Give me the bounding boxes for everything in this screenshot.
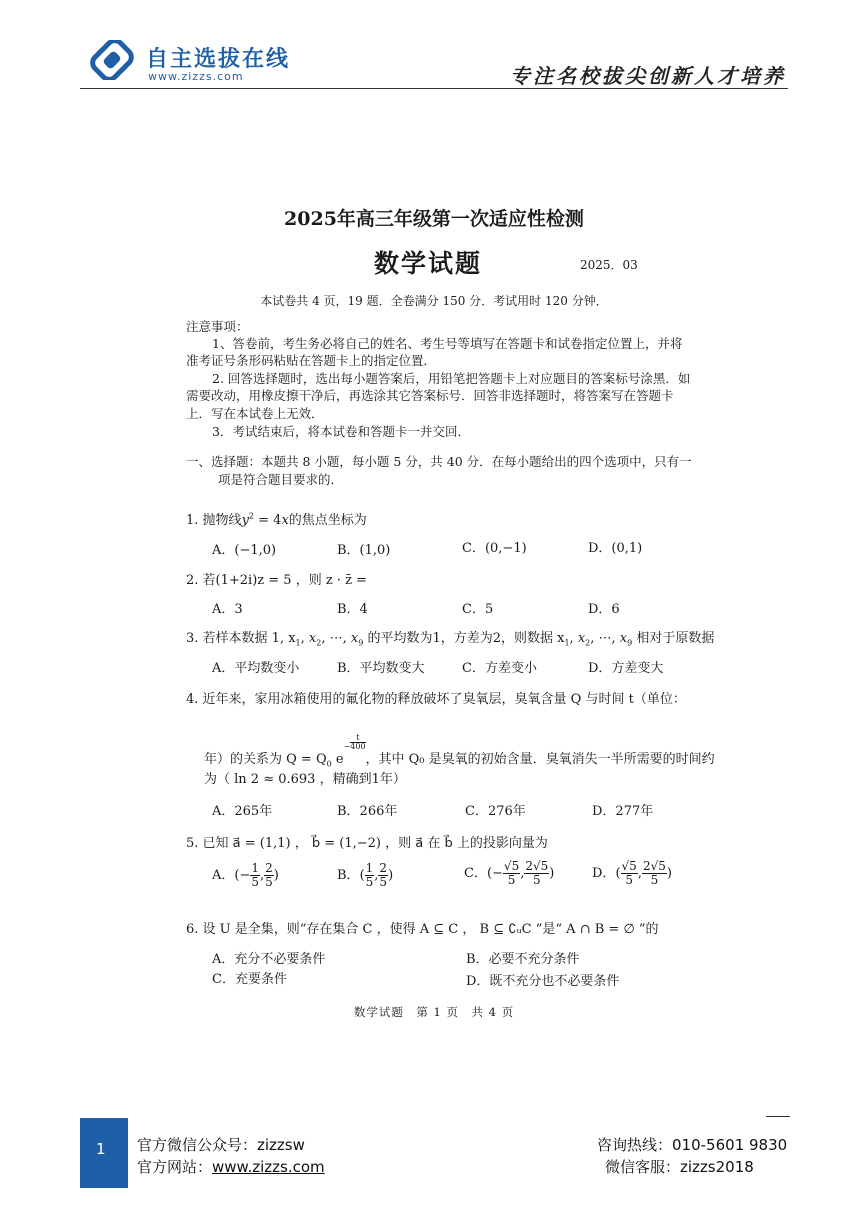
- q4-option-b: B．266年: [337, 804, 398, 819]
- q1-option-c: C．(0,−1): [462, 541, 527, 556]
- q6-option-a: A．充分不必要条件: [212, 952, 326, 967]
- footer-divider: [766, 1116, 790, 1117]
- question-5: 5. 已知 a⃗ = (1,1) ， b⃗ = (1,−2) ，则 a⃗ 在 b⃗ 上的投影向量为: [186, 836, 548, 851]
- logo-url: www.zizzs.com: [148, 70, 244, 83]
- q5-option-d: D．( $\frac{√5}{5}$ , $\frac{2√5}{5}$ ): [592, 859, 672, 887]
- logo-name: 自主选拔在线: [146, 47, 291, 72]
- notes-line: 3．考试结束后，将本试卷和答题卡一并交回．: [212, 424, 470, 439]
- exam-subject: 数学试题: [374, 249, 483, 278]
- footer-hotline: 咨询热线：010-5601 9830: [597, 1136, 788, 1154]
- q5-option-b: B．( $\frac{1}{5}$ , $\frac{2}{5}$ ): [337, 861, 394, 889]
- q6-option-d: D．既不充分也不必要条件: [466, 974, 620, 989]
- q3-option-c: C．方差变小: [462, 661, 537, 676]
- notes-line: 1、答卷前，考生务必将自己的姓名、考生号等填写在答题卡和试卷指定位置上，并将: [212, 336, 683, 351]
- question-6: 6. 设 U 是全集，则“存在集合 C ，使得 A ⊆ C ， B ⊆ ∁ᵤC ”是“ A ∩ B = ∅ ”的: [186, 922, 659, 937]
- footer-service: 微信客服：zizzs2018: [605, 1158, 754, 1176]
- q5-option-c: C．(− $\frac{√5}{5}$ , $\frac{2√5}{5}$ ): [464, 859, 555, 887]
- q4-option-a: A．265年: [212, 804, 273, 819]
- notes-line: 上．写在本试卷上无效．: [186, 406, 324, 421]
- exam-title: 2025年高三年级第一次适应性检测: [284, 208, 584, 230]
- exam-intro: 本试卷共 4 页，19 题．全卷满分 150 分．考试用时 120 分钟．: [260, 294, 608, 308]
- q3-option-d: D．方差变大: [588, 661, 664, 676]
- q3-option-a: A．平均数变小: [212, 661, 300, 676]
- question-4-formula-line: 年）的关系为 $Q = Q_0$ e− $\frac{t}{400}$ ，其中 Q₀ 是臭氧的初始含量．臭氧消失一半所需要的时间约: [204, 733, 715, 769]
- q2-option-b: B．4: [337, 602, 368, 617]
- page-number: 1: [96, 1140, 106, 1158]
- notes-heading: 注意事项：: [186, 319, 249, 334]
- q1-option-a: A．(−1,0): [212, 543, 277, 558]
- exam-date: 2025．03: [580, 258, 638, 272]
- page-footer: 数学试题 第 1 页 共 4 页: [353, 1005, 515, 1019]
- header-slogan: 专注名校拔尖创新人才培养: [510, 64, 786, 88]
- q6-option-b: B．必要不充分条件: [466, 952, 580, 967]
- q5-option-a: A．(− $\frac{1}{5}$ , $\frac{2}{5}$ ): [212, 861, 279, 889]
- q2-option-c: C．5: [462, 602, 494, 617]
- q3-option-b: B．平均数变大: [337, 661, 425, 676]
- q4-option-d: D．277年: [592, 804, 654, 819]
- notes-line: 准考证号条形码粘贴在答题卡上的指定位置．: [186, 353, 437, 368]
- question-4: 4. 近年来，家用冰箱使用的氟化物的释放破坏了臭氧层，臭氧含量 Q 与时间 t（单位：: [186, 692, 686, 707]
- section-heading-cont: 项是符合题目要求的．: [218, 472, 344, 487]
- header-divider: [80, 88, 788, 89]
- q4-option-c: C．276年: [465, 804, 526, 819]
- footer-site: 官方网站：www.zizzs.com: [137, 1158, 325, 1176]
- question-3: 3. 若样本数据 1, $x_1$, $x_2$, ⋯, $x_9$ 的平均数为1，方差为2，则数据 $x_1$, $x_2$, ⋯, $x_9$ 相对于原数据: [186, 631, 715, 648]
- q6-option-c: C．充要条件: [212, 972, 287, 987]
- question-2: 2. 若(1+2i)z = 5 ，则 z · z̄ =: [186, 573, 367, 588]
- page-number-badge: [80, 1118, 128, 1188]
- footer-wechat: 官方微信公众号：zizzsw: [137, 1136, 305, 1154]
- site-link[interactable]: www.zizzs.com: [212, 1158, 325, 1176]
- q1-option-b: B．(1,0): [337, 543, 391, 558]
- question-1: 1. 抛物线$y^2 = 4x$的焦点坐标为: [186, 511, 367, 528]
- q2-option-d: D．6: [588, 602, 620, 617]
- notes-line: 2. 回答选择题时，选出每小题答案后，用铅笔把答题卡上对应题目的答案标号涂黑．如: [212, 371, 691, 386]
- section-heading: 一、选择题：本题共 8 小题，每小题 5 分，共 40 分．在每小题给出的四个选项中，只有一: [186, 454, 692, 469]
- question-4-line3: 为（ ln 2 ≈ 0.693 ，精确到1年）: [204, 772, 406, 787]
- q2-option-a: A．3: [212, 602, 243, 617]
- logo-icon: [88, 40, 136, 80]
- notes-line: 需要改动，用橡皮擦干净后，再选涂其它答案标号．回答非选择题时，将答案写在答题卡: [186, 388, 674, 403]
- q1-option-d: D．(0,1): [588, 541, 643, 556]
